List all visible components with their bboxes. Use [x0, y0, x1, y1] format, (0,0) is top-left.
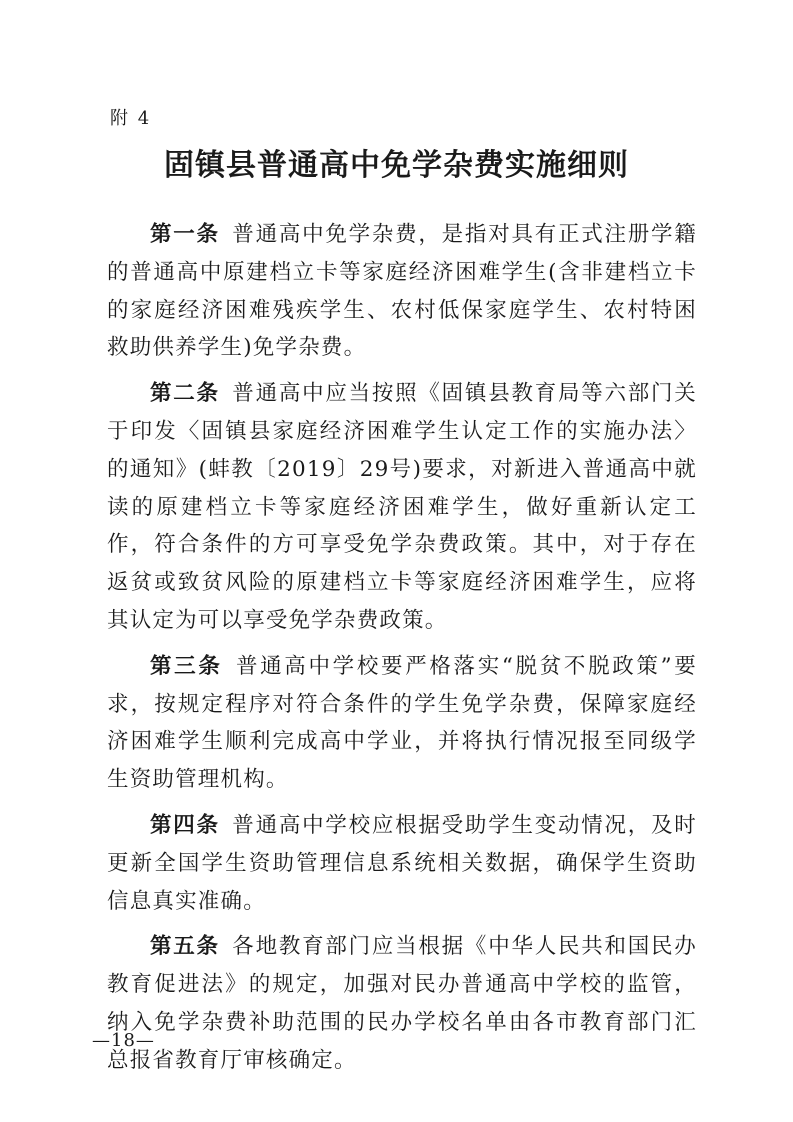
article-1-heading: 第一条 — [150, 222, 220, 247]
article-2-heading: 第二条 — [150, 381, 220, 407]
attachment-label: 附 4 — [110, 108, 152, 129]
article-2-text: 普通高中应当按照《固镇县教育局等六部门关于印发〈固镇县家庭经济困难学生认定工作的实施办法〉的通知》(蚌教〔2019〕29号)要求，对新进入普通高中就读的原建档立卡等家庭经济困难学生，做好重新认定工作，符合条件的方可享受免学杂费政策。其中，对于存在返贫或致贫风险的原建档立卡等家庭经济困难学生，应将其认定为可以享受免学杂费政策。 — [107, 381, 697, 633]
article-4-text: 普通高中学校应根据受助学生变动情况，及时更新全国学生资助管理信息系统相关数据，确保学生资助信息真实准确。 — [107, 812, 697, 914]
article-3-heading: 第三条 — [150, 653, 223, 679]
page-number: —18— — [92, 1030, 155, 1051]
article-1 — [107, 216, 697, 367]
article-5-heading: 第五条 — [150, 934, 220, 960]
article-4-heading: 第四条 — [150, 812, 220, 838]
article-2 — [107, 375, 697, 640]
article-1-text: 普通高中免学杂费，是指对具有正式注册学籍的普通高中原建档立卡等家庭经济困难学生(含非建档立卡的家庭经济困难残疾学生、农村低保家庭学生、农村特困救助供养学生)免学杂费。 — [107, 222, 697, 361]
document-body — [107, 216, 697, 1088]
article-4 — [107, 807, 697, 920]
article-3-text: 普通高中学校要严格落实“脱贫不脱政策”要求，按规定程序对符合条件的学生免学杂费，保障家庭经济困难学生顺利完成高中学业，并将执行情况报至同级学生资助管理机构。 — [107, 653, 697, 793]
article-3 — [107, 648, 697, 799]
article-5-text: 各地教育部门应当根据《中华人民共和国民办教育促进法》的规定，加强对民办普通高中学校的监管，纳入免学杂费补助范围的民办学校名单由各市教育部门汇总报省教育厅审核确定。 — [107, 934, 697, 1073]
article-5 — [107, 928, 697, 1079]
document-title: 固镇县普通高中免学杂费实施细则 — [164, 148, 629, 183]
